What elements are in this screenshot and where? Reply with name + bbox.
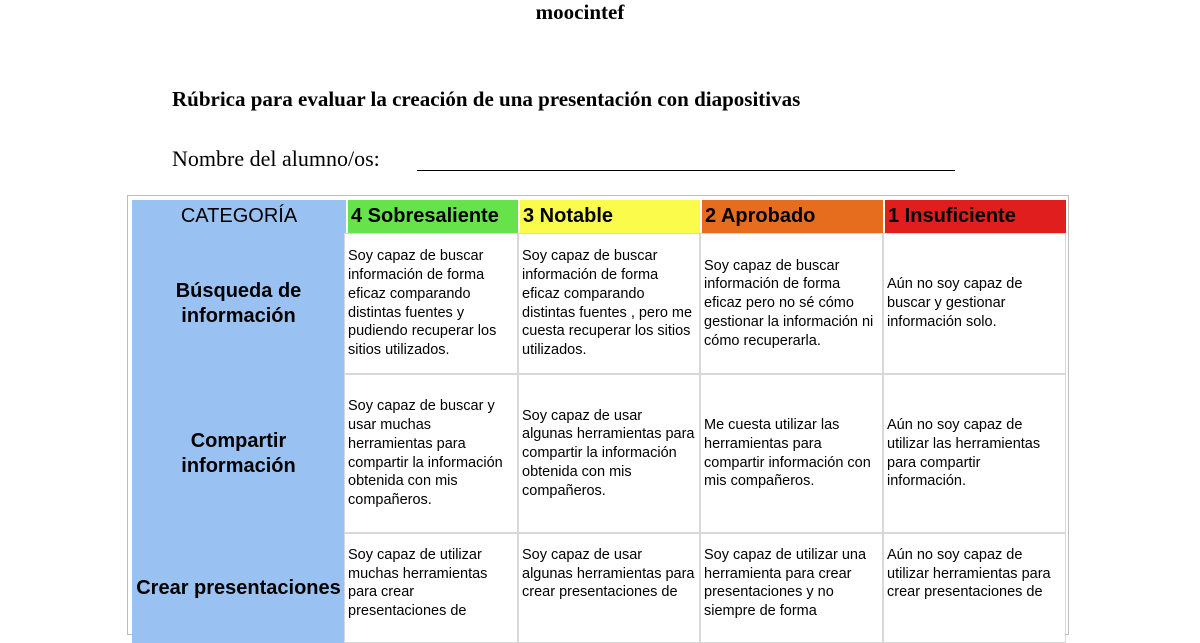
descriptor-cell <box>344 374 518 533</box>
descriptor-cell <box>700 233 883 374</box>
student-name-blank-line <box>417 170 955 171</box>
descriptor-text: Soy capaz de buscar información de forma eficaz comparando distintas fuentes y pudiendo recuperar los sitios utilizados. <box>348 248 497 358</box>
descriptor-text: Soy capaz de buscar información de forma eficaz comparando distintas fuentes , pero me cuesta recuperar los sitios utilizados. <box>522 248 693 358</box>
descriptor-text: Aún no soy capaz de utilizar las herramientas para compartir información. <box>887 417 1041 490</box>
descriptor-cell <box>518 533 700 643</box>
row-category-crear <box>132 533 346 643</box>
descriptor-text: Me cuesta utilizar las herramientas para compartir información con mis compañeros. <box>704 417 871 490</box>
column-header-aprobado: 2 Aprobado <box>702 200 883 233</box>
descriptor-text: Aún no soy capaz de buscar y gestionar información solo. <box>887 276 1023 330</box>
category-label: Compartir información <box>181 429 296 477</box>
descriptor-text: Soy capaz de buscar información de forma eficaz pero no sé cómo gestionar la información ni cómo recuperarla. <box>704 257 874 349</box>
descriptor-cell <box>518 374 700 533</box>
document-title: Rúbrica para evaluar la creación de una presentación con diapositivas <box>172 87 801 111</box>
row-category-compartir <box>132 374 346 533</box>
site-title: moocintef <box>535 0 625 24</box>
descriptor-text: Soy capaz de utilizar muchas herramientas para crear presentaciones de <box>348 547 488 620</box>
descriptor-text: Soy capaz de usar algunas herramientas para crear presentaciones de <box>522 547 695 601</box>
descriptor-text: Soy capaz de usar algunas herramientas para compartir la información obtenida con mis compañeros. <box>522 407 695 499</box>
column-header-category: CATEGORÍA <box>132 200 346 233</box>
descriptor-cell <box>344 533 518 643</box>
rubric-table <box>127 195 1069 635</box>
category-label: Búsqueda de información <box>175 279 302 327</box>
category-label: Crear presentaciones <box>136 576 341 599</box>
descriptor-text: Soy capaz de buscar y usar muchas herramientas para compartir la información obtenida con mis compañeros. <box>348 398 503 508</box>
student-name-label: Nombre del alumno/os: <box>172 146 380 171</box>
row-category-busqueda <box>132 233 346 374</box>
descriptor-cell <box>883 233 1066 374</box>
column-header-insuficiente: 1 Insuficiente <box>885 200 1066 233</box>
descriptor-cell <box>883 374 1066 533</box>
descriptor-cell <box>700 374 883 533</box>
descriptor-cell <box>344 233 518 374</box>
descriptor-text: Aún no soy capaz de utilizar herramientas para crear presentaciones de <box>887 547 1051 601</box>
descriptor-cell <box>518 233 700 374</box>
descriptor-text: Soy capaz de utilizar una herramienta para crear presentaciones y no siempre de forma <box>704 547 867 620</box>
descriptor-cell <box>883 533 1066 643</box>
column-header-notable: 3 Notable <box>520 200 700 233</box>
column-header-sobresaliente: 4 Sobresaliente <box>348 200 518 233</box>
descriptor-cell <box>700 533 883 643</box>
